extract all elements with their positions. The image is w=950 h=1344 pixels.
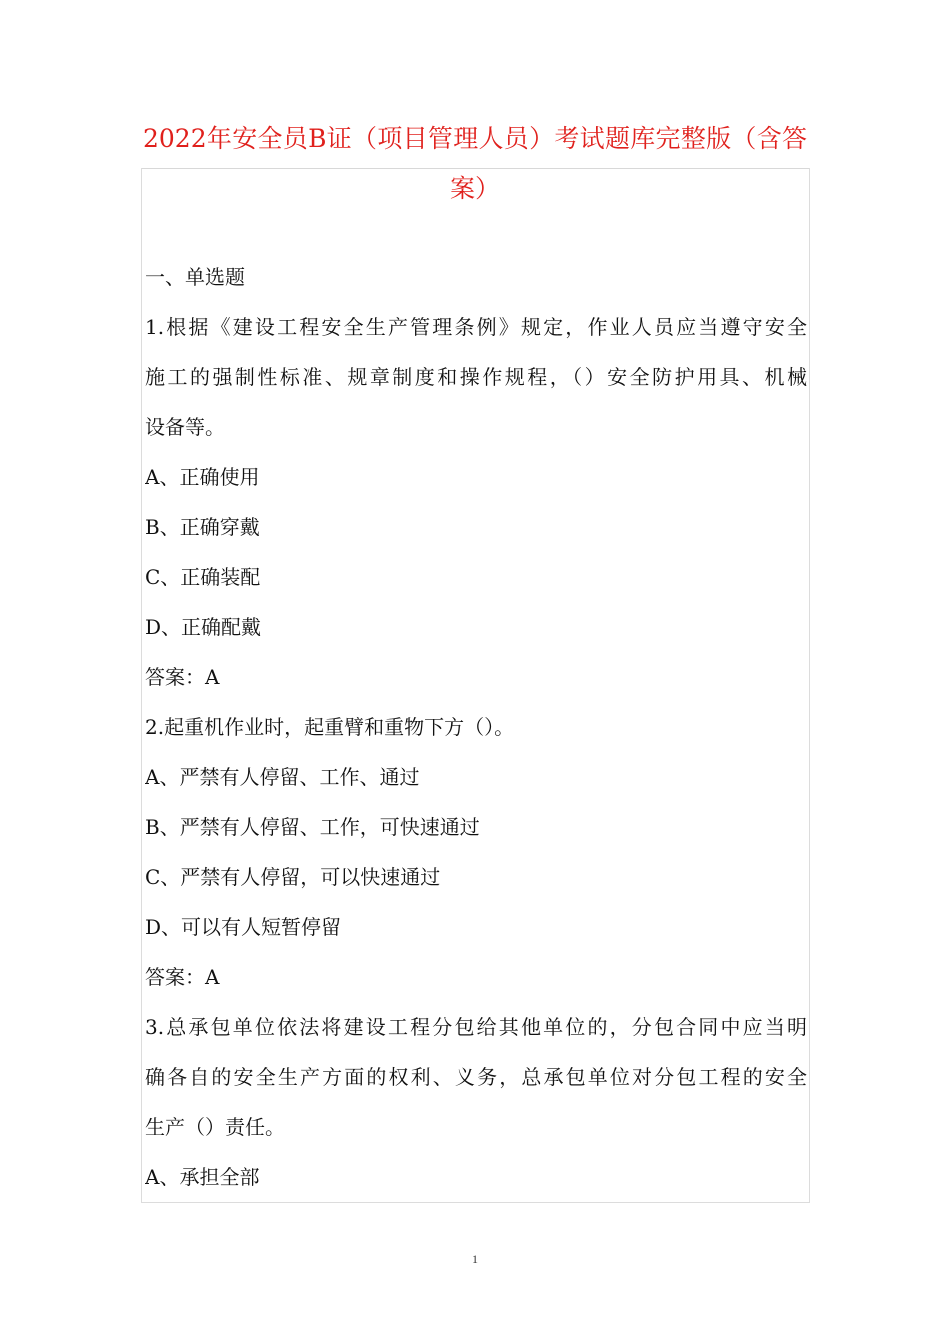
- question-2-text: [145, 702, 807, 752]
- question-text-row: 生产（）责任。: [145, 1115, 285, 1139]
- question-1-option-b: B、正确穿戴: [145, 515, 260, 539]
- question-1-option-a: A、正确使用: [145, 465, 260, 489]
- question-2-option-b: B、严禁有人停留、工作，可快速通过: [145, 815, 480, 839]
- section-heading: 一、单选题: [145, 265, 245, 289]
- question-3-text: [145, 1002, 807, 1152]
- question-2-option-d: D、可以有人短暂停留: [145, 915, 342, 939]
- question-1-option-d: D、正确配戴: [145, 615, 262, 639]
- question-text-row: 确各自的安全生产方面的权利、义务，总承包单位对分包工程的安全: [145, 1065, 807, 1089]
- question-3-option-a: A、承担全部: [145, 1165, 260, 1189]
- question-1-text: [145, 302, 807, 452]
- question-text-row: 2.起重机作业时，起重臂和重物下方（）。: [145, 715, 515, 739]
- question-text-row: 施工的强制性标准、规章制度和操作规程，（）安全防护用具、机械: [145, 365, 807, 389]
- question-1-answer: 答案：A: [145, 665, 220, 689]
- document-title: [143, 114, 807, 214]
- question-1-option-c: C、正确装配: [145, 565, 261, 589]
- question-2-option-c: C、严禁有人停留，可以快速通过: [145, 865, 441, 889]
- question-2-option-a: A、严禁有人停留、工作、通过: [145, 765, 420, 789]
- question-text-row: 设备等。: [145, 415, 225, 439]
- question-2-answer: 答案：A: [145, 965, 220, 989]
- question-text-row: 3.总承包单位依法将建设工程分包给其他单位的，分包合同中应当明: [145, 1015, 807, 1039]
- title-line-1: 2022年安全员B证（项目管理人员）考试题库完整版（含答: [143, 124, 807, 153]
- document-content: [145, 252, 807, 1202]
- page-number: 1: [472, 1252, 478, 1266]
- title-line-2: 案）: [449, 174, 500, 203]
- question-text-row: 1.根据《建设工程安全生产管理条例》规定，作业人员应当遵守安全: [145, 315, 807, 339]
